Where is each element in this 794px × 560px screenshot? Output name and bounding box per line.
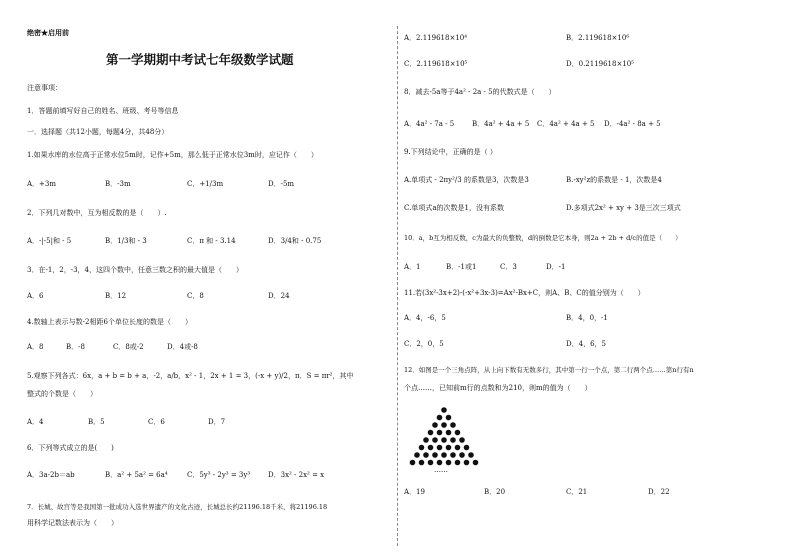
question-4-stem: 4.数轴上表示与数-2相距6个单位长度的数是（ ） (27, 318, 192, 326)
q9-option-a[interactable]: A.单项式 - 2πy²/3 的系数是3，次数是3 (404, 176, 529, 184)
q6-option-c[interactable]: C．5y³ - 2y³ = 3y³ (187, 471, 251, 479)
q8-option-d[interactable]: D．-4a² - 8a + 5 (604, 120, 661, 128)
q2-option-b[interactable]: B．1/3和 - 3 (105, 237, 147, 245)
secret-label: 绝密★启用前 (27, 28, 69, 37)
q2-option-c[interactable]: C．π 和 - 3.14 (187, 237, 236, 245)
question-7-stem: 7．长城、故宫等是我国第一批成功入选世界遗产的文化古迹，长城总长约21196.18千米，将21196.18 (27, 503, 328, 511)
triangle-dot (441, 437, 447, 443)
triangle-dot (419, 445, 425, 451)
q11-option-b[interactable]: B．4，0，-1 (566, 314, 608, 322)
q1-option-c[interactable]: C．+1/3m (187, 180, 224, 188)
q10-option-a[interactable]: A．1 (404, 263, 421, 271)
q6-option-d[interactable]: D．3x² - 2x² = x (268, 471, 325, 479)
q8-option-b[interactable]: B．4a² + 4a + 5 (472, 120, 530, 128)
triangle-ellipsis: …… (434, 466, 448, 474)
triangle-dot (441, 452, 447, 458)
q1-option-d[interactable]: D．-5m (268, 180, 295, 188)
triangle-dot (455, 445, 461, 451)
triangle-dot (473, 460, 479, 466)
q6-option-a[interactable]: A．3a-2b＝ab (27, 471, 75, 479)
q4-option-b[interactable]: B．-8 (66, 343, 85, 351)
triangle-dot (437, 430, 443, 436)
q1-option-b[interactable]: B．-3m (105, 180, 131, 188)
question-8-stem: 8．减去-5a等于4a² - 2a - 5的代数式是（ ） (404, 88, 556, 96)
question-5-stem: 5.观察下列各式：6x，a + b = b + a，-2，a/b，x² - 1，2x + 1 = 3，(-x + y)/2，π．S = πr²，其中 (27, 372, 354, 380)
q10-option-c[interactable]: C．3 (500, 263, 517, 271)
triangle-dot (414, 452, 420, 458)
triangle-dot (432, 437, 438, 443)
q9-option-d[interactable]: D.多项式2x² + xy + 3是三次三项式 (566, 204, 681, 212)
q8-option-c[interactable]: C．4a² + 4a + 5 (537, 120, 595, 128)
q4-option-c[interactable]: C．8或-2 (113, 343, 144, 351)
q5-option-c[interactable]: C．6 (148, 418, 165, 426)
triangle-dot (455, 430, 461, 436)
triangle-dot (441, 407, 447, 413)
triangle-dot (446, 430, 452, 436)
question-12-stem: 12．如图是一个三角点阵，从上向下数有无数多行，其中第一行一个点，第二行两个点……第n行有n (404, 366, 694, 374)
triangle-dot (446, 460, 452, 466)
q11-option-c[interactable]: C．2，0，5 (404, 340, 444, 348)
notice-label: 注意事项： (27, 84, 62, 92)
q12-option-b[interactable]: B．20 (484, 488, 506, 496)
q12-option-d[interactable]: D．22 (648, 488, 670, 496)
q3-option-c[interactable]: C．8 (187, 292, 204, 300)
q5-option-d[interactable]: D．7 (208, 418, 226, 426)
exam-title: 第一学期期中考试七年级数学试题 (106, 52, 294, 67)
q6-option-b[interactable]: B．a² + 5a² = 6a⁴ (105, 471, 168, 479)
triangle-dot (455, 460, 461, 466)
q4-option-a[interactable]: A．8 (27, 343, 44, 351)
q3-option-d[interactable]: D．24 (268, 292, 290, 300)
triangle-dot (428, 430, 434, 436)
triangle-dot (464, 445, 470, 451)
question-9-stem: 9.下列结论中，正确的是（ ） (404, 148, 497, 156)
column-divider (397, 26, 398, 546)
triangle-dot (428, 460, 434, 466)
q7-option-b[interactable]: B．2.119618×10⁶ (566, 34, 630, 42)
triangle-dot (446, 415, 452, 421)
q8-option-a[interactable]: A．4a² - 7a - 5 (404, 120, 455, 128)
q5-option-b[interactable]: B．5 (88, 418, 105, 426)
section-heading: 一．选择题（共12小题，每题4分，共48分） (27, 128, 169, 136)
question-2-stem: 2．下列几对数中，互为相反数的是（ ）. (27, 209, 167, 217)
q4-option-d[interactable]: D．4或-8 (167, 343, 198, 351)
triangle-dot (423, 437, 429, 443)
triangle-dot (419, 460, 425, 466)
triangle-dot (428, 445, 434, 451)
triangle-dot (450, 437, 456, 443)
question-10-stem: 10．a，b互为相反数，c为最大的负整数，d的倒数是它本身，则2a + 2b + d/c的值是（ ） (404, 234, 682, 242)
triangle-dot (459, 437, 465, 443)
triangle-dot (468, 452, 474, 458)
q9-option-c[interactable]: C.单项式a的次数是1，没有系数 (404, 204, 504, 212)
q3-option-a[interactable]: A．6 (27, 292, 44, 300)
triangle-dot (464, 460, 470, 466)
triangle-dot (437, 445, 443, 451)
q10-option-d[interactable]: D．-1 (546, 263, 566, 271)
triangle-dot (423, 452, 429, 458)
triangle-dot (432, 452, 438, 458)
triangle-dot (441, 422, 447, 428)
triangle-dot-array (404, 405, 484, 475)
q9-option-b[interactable]: B.-xy²z的系数是 - 1，次数是4 (566, 176, 662, 184)
q7-option-d[interactable]: D．0.2119618×10⁵ (566, 60, 635, 68)
question-3-stem: 3．在-1，2，-3，4，这四个数中，任意三数之积的最大值是（ ） (27, 266, 243, 274)
q5-option-a[interactable]: A．4 (27, 418, 44, 426)
triangle-dot (446, 445, 452, 451)
question-5-stem-cont: 整式的个数是（ ） (27, 390, 97, 398)
q2-option-d[interactable]: D．3/4和 - 0.75 (268, 237, 322, 245)
q2-option-a[interactable]: A．-|-5|和 - 5 (27, 237, 72, 245)
q11-option-d[interactable]: D．4，6，5 (566, 340, 606, 348)
triangle-dot (437, 415, 443, 421)
triangle-dot (450, 452, 456, 458)
question-12-stem-cont: 个点……，已知前m行的点数和为210，则m的值为（ ） (404, 384, 592, 392)
triangle-dot (459, 452, 465, 458)
triangle-dot (437, 460, 443, 466)
q7-option-c[interactable]: C．2.119618×10⁵ (404, 60, 468, 68)
question-11-stem: 11.若(3x²-3x+2)-(-x²+3x-3)=Ax²-Bx+C，则A、B、C的值分别为（ ） (404, 289, 645, 297)
question-1-stem: 1.如果水库的水位高于正常水位5m时，记作+5m，那么低于正常水位3m时，应记作（ ） (27, 151, 318, 159)
notice-item: 1．答题前填写好自己的姓名、班级、考号等信息 (27, 107, 179, 115)
triangle-dot (410, 460, 416, 466)
q12-option-a[interactable]: A．19 (404, 488, 425, 496)
question-7-stem-cont: 用科学记数法表示为（ ） (27, 519, 118, 527)
triangle-dot (432, 422, 438, 428)
question-6-stem: 6．下列等式成立的是( ) (27, 444, 114, 452)
q3-option-b[interactable]: B．12 (105, 292, 127, 300)
q1-option-a[interactable]: A．+3m (27, 180, 57, 188)
q7-option-a[interactable]: A．2.119618×10⁴ (404, 34, 468, 42)
q10-option-b[interactable]: B．-1或1 (446, 263, 477, 271)
triangle-dot (450, 422, 456, 428)
q12-option-c[interactable]: C．21 (566, 488, 588, 496)
q11-option-a[interactable]: A．4，-6，5 (404, 314, 446, 322)
